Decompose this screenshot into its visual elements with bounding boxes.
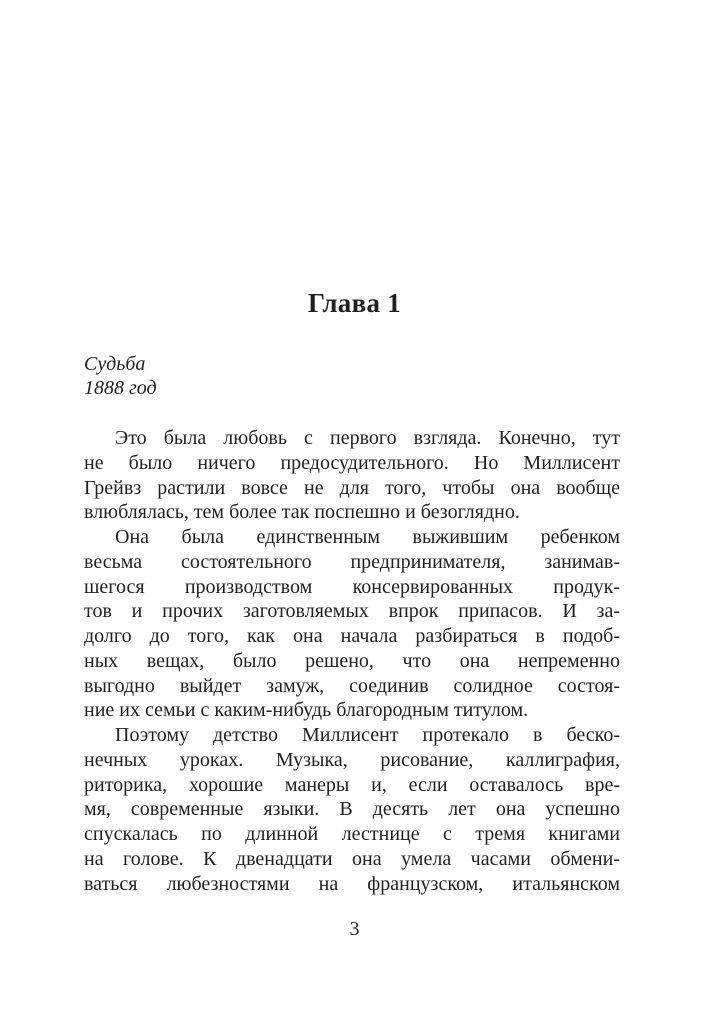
paragraph-2 [84,525,620,723]
text-line: на голове. К двенадцати она умела часами обмени- [84,847,620,870]
text-line: ние их семьи с каким-нибудь благородным титулом. [84,699,529,722]
text-line: не было ничего предосудительного. Но Миллисент [84,451,620,474]
text-line: мя, современные языки. В десять лет она успешно [84,798,620,821]
paragraph-1 [84,426,620,525]
paragraph-3 [84,723,620,896]
page-number: 3 [349,918,360,940]
text-line: ных вещах, было решено, что она непременно [84,649,620,672]
text-line: спускалась по длинной лестнице с тремя книгами [84,823,620,845]
epigraph [84,352,157,400]
epigraph-title: Судьба [84,353,146,375]
text-line: влюблялась, тем более так поспешно и безоглядно. [84,501,520,524]
text-line: ваться любезностями на французском, итальянском [84,872,620,895]
epigraph-year: 1888 год [84,377,157,399]
text-line: Это была любовь с первого взгляда. Конечно, тут [115,427,620,449]
text-line: Она была единственным выжившим ребенком [115,526,620,548]
text-line: долго до того, как она начала разбираться в подоб- [84,625,620,647]
body-text [84,426,620,896]
text-line: Грейвз растили вовсе не для того, чтобы она вообще [84,476,620,499]
text-line: весьма состоятельного предпринимателя, занимав- [84,550,620,573]
text-line: Поэтому детство Миллисент протекало в беско- [115,724,620,746]
text-line: шегося производством консервированных продук- [84,575,620,598]
text-line: нечных уроках. Музыка, рисование, каллиграфия, [84,748,620,771]
chapter-title: Глава 1 [307,288,402,318]
text-line: выгодно выйдет замуж, соединив солидное состоя- [84,674,620,697]
text-line: тов и прочих заготовляемых впрок припасов. И за- [84,600,620,623]
text-line: риторика, хорошие манеры и, если оставалось вре- [84,773,620,796]
